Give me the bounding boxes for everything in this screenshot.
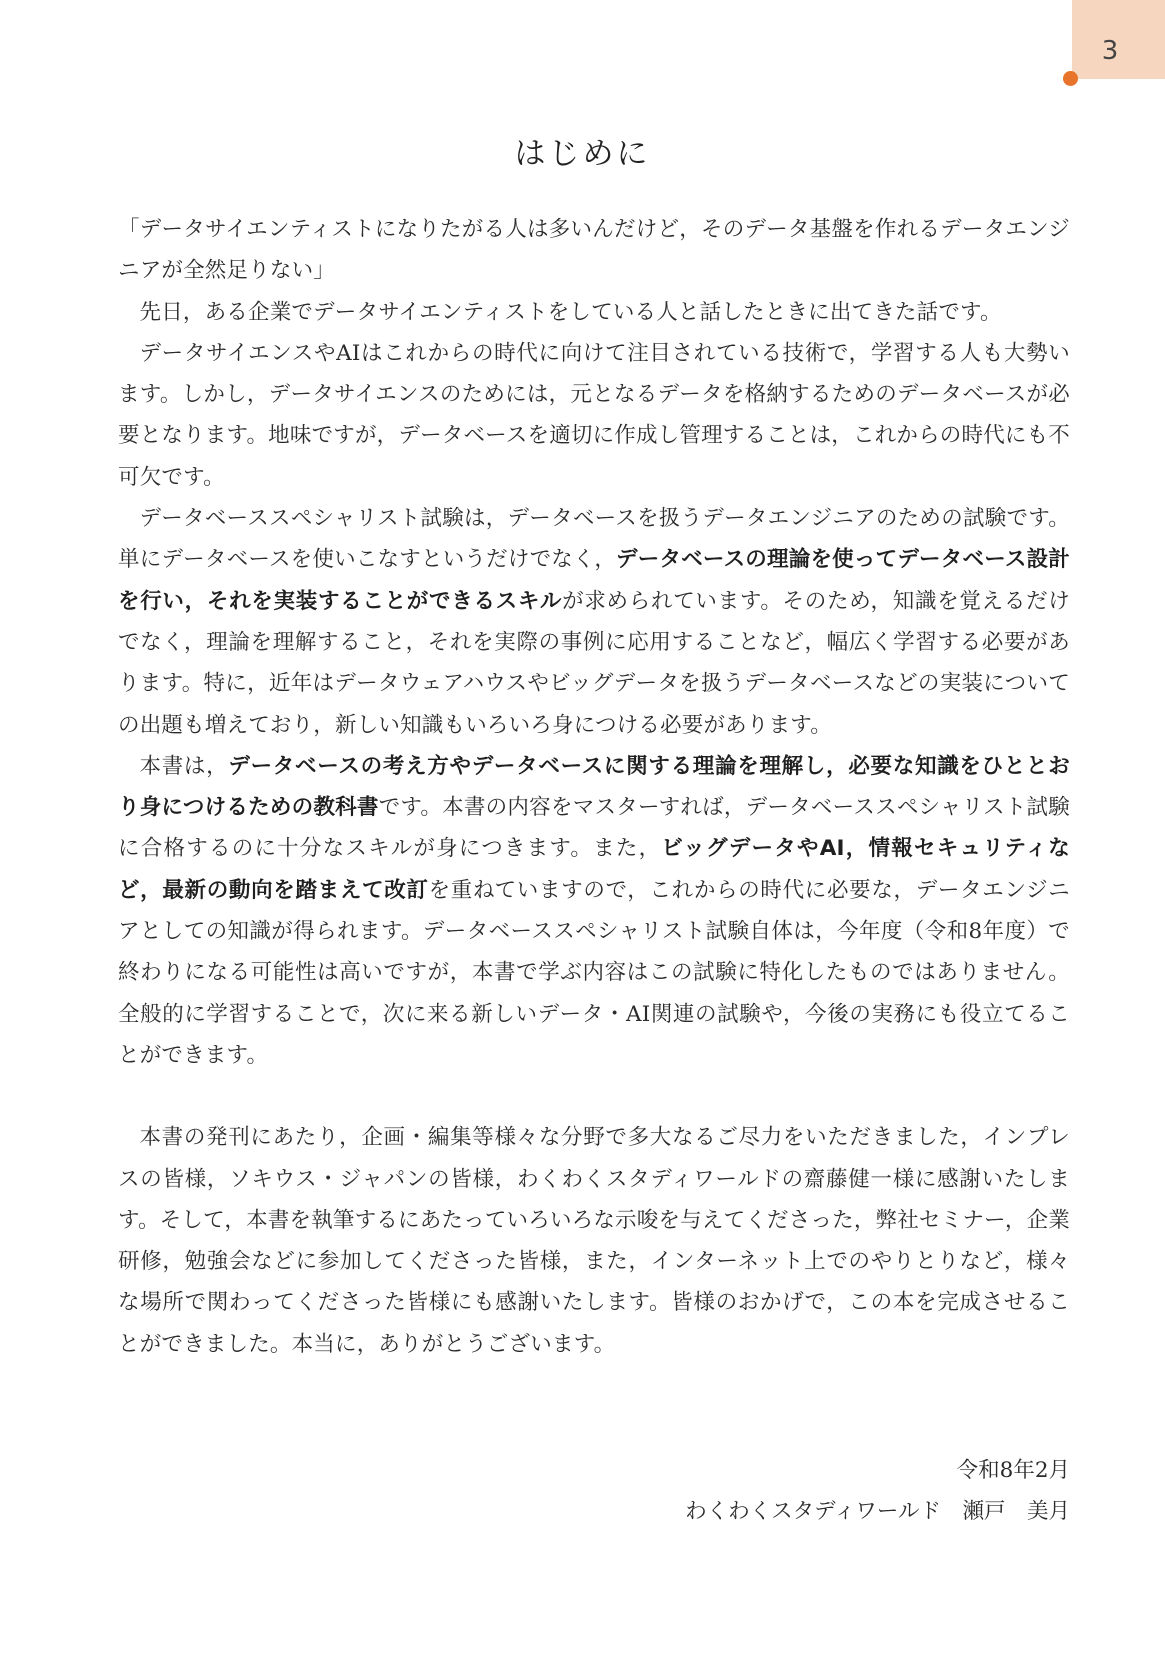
paragraph-text: が求められています。そのため，知識を覚えるだけでなく，理論を理解すること，それを実際の事例に応用することなど，幅広く学習する必要があります。特に，近年はデータウェアハウスやビッグデータを扱うデータベースなどの実装についての出題も増えており，新しい知識もいろいろ身につける必要があります。	[118, 588, 1070, 738]
paragraph-text: です。本書の内容をマスターすれば，データベーススペシャリスト試験に合格するのに十分なスキルが身につきます。また，	[118, 795, 1070, 862]
paragraph-text: 本書の発刊にあたり，企画・編集等様々な分野で多大なるご尽力をいただきました，インプレスの皆様，ソキウス・ジャパンの皆様，わくわくスタディワールドの齋藤健一様に感謝いたします。そして，本書を執筆するにあたっていろいろな示唆を与えてくださった，弊社セミナー，企業研修，勉強会などに参加してくださった皆様，また，インターネット上でのやりとりなど，様々な場所で関わってくださった皆様にも感謝いたします。皆様のおかげで，この本を完成させることができました。本当に，ありがとうございます。	[118, 1125, 1070, 1357]
emphasis-text: データベースの考え方やデータベースに関する理論を理解し，必要な知識をひととおり身につけるための教科書	[118, 753, 1070, 821]
page-marker-dot	[1063, 71, 1078, 86]
paragraph-text: データサイエンスやAIはこれからの時代に向けて注目されている技術で，学習する人も大勢います。しかし，データサイエンスのためには，元となるデータを格納するためのデータベースが必要となります。地味ですが，データベースを適切に作成し管理することは，これからの時代にも不可欠です。	[118, 340, 1071, 490]
body-text	[118, 209, 1070, 1365]
paragraph-text: 本書は，	[139, 753, 229, 779]
paragraph-quote	[118, 209, 1070, 292]
emphasis-text: データベースの理論を使ってデータベース設計を行い，それを実装することができるスキル	[118, 547, 1070, 614]
paragraph	[118, 333, 1070, 498]
page-number: 3	[1101, 36, 1119, 66]
paragraph	[118, 498, 1070, 746]
paragraph-text: データベーススペシャリスト試験は，データベースを扱うデータエンジニアのための試験です。単にデータベースを使いこなすというだけでなく，	[118, 506, 1070, 573]
emphasis-text: ビッグデータやAI，情報セキュリティなど，最新の動向を踏まえて改訂	[118, 836, 1070, 903]
paragraph-text: 「データサイエンティストになりたがる人は多いんだけど，そのデータ基盤を作れるデータエンジニアが全然足りない」	[118, 217, 1070, 284]
page-title: はじめに	[514, 136, 651, 172]
signature-author: わくわくスタディワールド 瀬戸 美月	[685, 1499, 1070, 1525]
signature	[685, 1450, 1070, 1533]
signature-date: 令和8年2月	[956, 1458, 1070, 1483]
paragraph	[118, 746, 1070, 1076]
paragraph	[118, 292, 1070, 333]
paragraph-text: を重ねていますので，これからの時代に必要な，データエンジニアとしての知識が得られます。データベーススペシャリスト試験自体は，今年度（令和8年度）で終わりになる可能性は高いですが，本書で学ぶ内容はこの試験に特化したものではありません。全般的に学習することで，次に来る新しいデータ・AI関連の試験や，今後の実務にも役立てることができます。	[118, 877, 1070, 1068]
paragraph-acknowledgments	[118, 1117, 1070, 1365]
paragraph-text: 先日，ある企業でデータサイエンティストをしている人と話したときに出てきた話です。	[139, 299, 1002, 325]
